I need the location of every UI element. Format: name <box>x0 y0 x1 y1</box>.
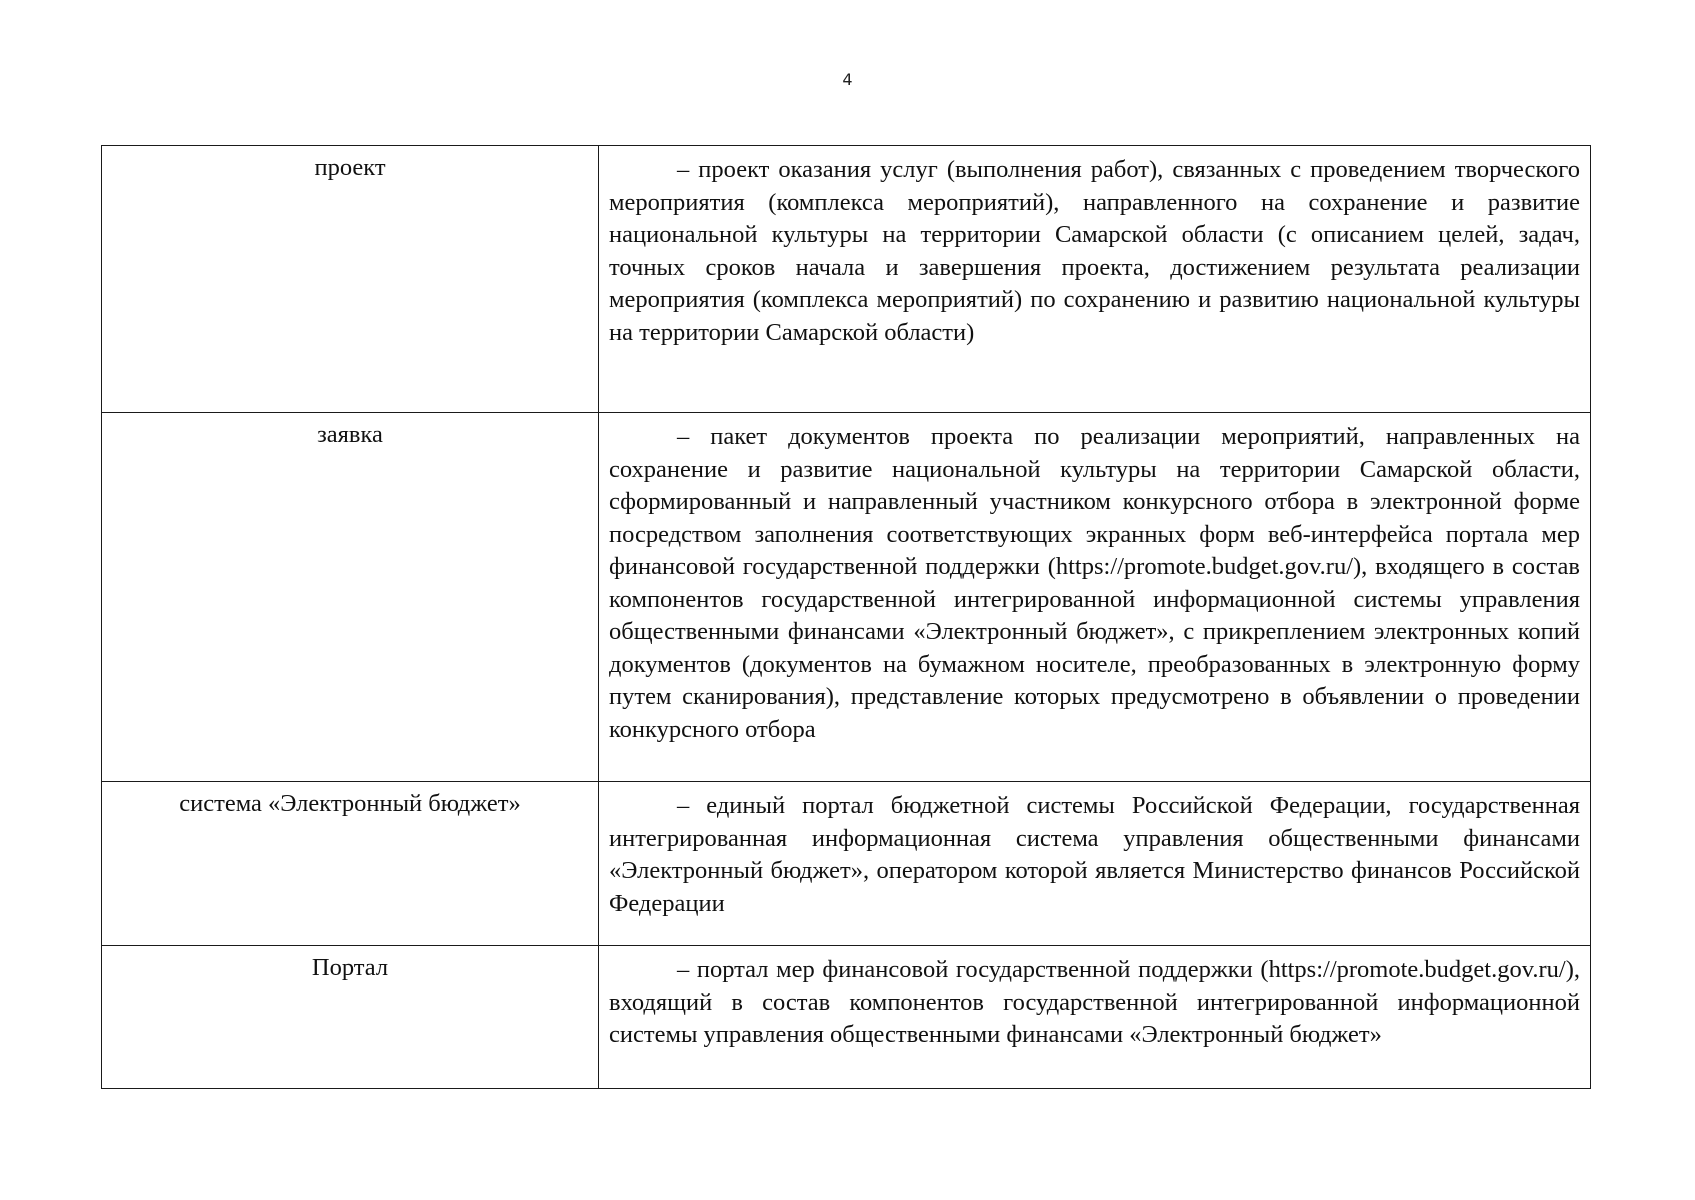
definitions-table <box>101 145 1591 1089</box>
definition-row-electronic-budget <box>102 782 1591 946</box>
definition-row-portal <box>102 946 1591 1089</box>
term-cell: Портал <box>102 946 599 1089</box>
definition-cell: – единый портал бюджетной системы Российской Федерации, государственная интегрированная информационная система управления общественными финансами «Электронный бюджет», оператором которой является Министерство финансов Российской Федерации <box>599 782 1591 946</box>
definition-cell: – проект оказания услуг (выполнения работ), связанных с проведением творческого мероприятия (комплекса мероприятий), направленного на сохранение и развитие национальной культуры на территории Самарской области (с описанием целей, задач, точных сроков начала и завершения проекта, достижением результата реализации мероприятия (комплекса мероприятий) по сохранению и развитию национальной культуры на территории Самарской области) <box>599 146 1591 413</box>
definition-row-application <box>102 413 1591 782</box>
definition-row-project <box>102 146 1591 413</box>
page-number: 4 <box>842 70 853 89</box>
term-cell: заявка <box>102 413 599 782</box>
term-cell: проект <box>102 146 599 413</box>
definition-cell: – портал мер финансовой государственной поддержки (https://promote.budget.gov.ru/), входящий в состав компонентов государственной интегрированной информационной системы управления общественными финансами «Электронный бюджет» <box>599 946 1591 1089</box>
definition-cell: – пакет документов проекта по реализации мероприятий, направленных на сохранение и развитие национальной культуры на территории Самарской области, сформированный и направленный участником конкурсного отбора в электронной форме посредством заполнения соответствующих экранных форм веб-интерфейса портала мер финансовой государственной поддержки (https://promote.budget.gov.ru/), входящего в состав компонентов государственной интегрированной информационной системы управления общественными финансами «Электронный бюджет», с прикреплением электронных копий документов (документов на бумажном носителе, преобразованных в электронную форму путем сканирования), представление которых предусмотрено в объявлении о проведении конкурсного отбора <box>599 413 1591 782</box>
term-cell: система «Электронный бюджет» <box>102 782 599 946</box>
